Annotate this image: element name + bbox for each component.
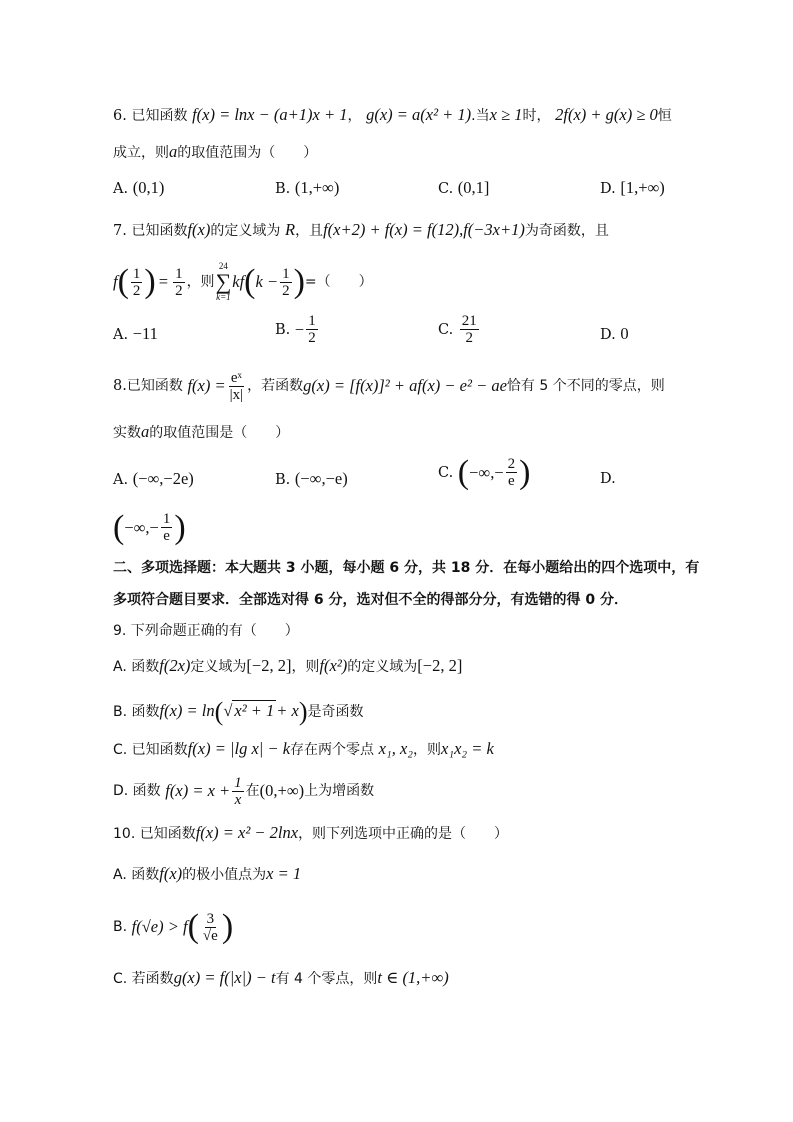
q8-g-definition: g(x) = [f(x)]² + af(x) − e² − ae (303, 376, 507, 395)
q7-number: 7. (113, 223, 132, 239)
text: ，则 (413, 742, 442, 758)
option-value: (−∞,−2e) (132, 469, 194, 488)
q7-equation1: f(x+2) + f(x) = f(12) (323, 220, 460, 239)
option-value: (1,+∞) (294, 178, 340, 197)
q7-fx: f(x) (187, 220, 211, 239)
q6-number: 6. (113, 108, 132, 124)
q7-text1: 已知函数 (131, 223, 188, 239)
q6-line1 (113, 104, 672, 127)
text: 定义域为 (190, 659, 247, 675)
text: 10. 已知函数 (113, 826, 196, 842)
numerator: 3 (206, 910, 215, 927)
math: g(x) = f(|x|) − t (173, 968, 276, 987)
q6-g-definition: g(x) = a(x² + 1) (366, 105, 472, 124)
numerator: 1 (162, 511, 171, 527)
option-value: −∞,− (124, 517, 159, 537)
q8-text2: ，若函数 (247, 378, 304, 394)
fraction (201, 911, 220, 944)
q6-text3: 时， (522, 108, 551, 124)
text: ，则 (291, 659, 320, 675)
math: + x (276, 701, 299, 720)
math: f(√e) > f (131, 917, 188, 936)
left-paren: ( (117, 263, 129, 300)
q7-option-c (438, 313, 481, 346)
left-paren: ( (187, 908, 199, 945)
left-paren: ( (244, 263, 256, 300)
text: C. 已知函数 (113, 742, 188, 758)
fraction (232, 775, 244, 808)
q9-stem: 9. 下列命题正确的有（ ） (113, 623, 299, 639)
q7-equation2: f(−3x+1) (463, 220, 525, 239)
option-value: −11 (132, 324, 158, 343)
q6-option-d (600, 177, 665, 200)
sigma-symbol: ∑ (215, 269, 232, 294)
math: x = 1 (266, 864, 302, 883)
numerator: 1 (132, 265, 141, 282)
q7-f: f (113, 272, 118, 291)
q8-fraction (228, 370, 246, 403)
math: t ∈ (1,+∞) (377, 968, 449, 987)
option-label: D. (600, 471, 616, 487)
denominator: |x| (229, 386, 244, 403)
q7-text4: 为奇函数，且 (524, 223, 609, 239)
denominator: 2 (175, 282, 183, 299)
denominator: 2 (308, 330, 316, 346)
math: f(x) (159, 864, 183, 883)
radicand: x² + 1 (234, 701, 275, 720)
q6-option-b (275, 177, 339, 200)
left-paren: ( (113, 508, 125, 546)
math: x₁, x₂ (378, 739, 414, 758)
q8-text1: 已知函数 (126, 378, 183, 394)
section2-line1: 二、多项选择题：本大题共 3 小题，每小题 6 分，共 18 分．在每小题给出的四个选项中，有 (113, 560, 700, 576)
left-paren: ( (457, 453, 470, 491)
q6-line2-tail: 的取值范围为（ ） (177, 145, 318, 161)
text: A. 函数 (113, 659, 160, 675)
q9-option-b (113, 697, 364, 727)
option-label: C. (438, 321, 454, 338)
text: 的定义域为 (347, 659, 418, 675)
denominator: √e (202, 927, 218, 944)
q7-text5: ，则 (186, 274, 215, 290)
q6-option-a (113, 177, 164, 200)
math: x₁x₂ = k (441, 739, 494, 758)
math: f(x) = x + (165, 781, 231, 800)
option-value: [1,+∞) (620, 178, 665, 197)
option-fraction (161, 511, 173, 544)
q9-option-c (113, 738, 494, 761)
q8-option-d (600, 468, 616, 490)
option-label: D. (600, 327, 616, 343)
option-value: (−∞,−e) (294, 469, 348, 488)
q7-text3: ，且 (295, 223, 324, 239)
denominator: x (234, 791, 242, 808)
q7-domain-r: R (284, 220, 296, 239)
q10-stem (113, 822, 508, 845)
q6-variable: a (169, 142, 178, 161)
sum-lower: k=1 (216, 292, 231, 302)
sum-arg: k − (255, 272, 279, 291)
text: B. 函数 (113, 704, 160, 720)
math: f(2x) (159, 656, 191, 675)
q7-line1 (113, 219, 609, 242)
option-label: B. (275, 472, 291, 488)
math: f(x) = |lg x| − k (187, 739, 291, 758)
option-fraction (506, 456, 518, 489)
text: C. 若函数 (113, 971, 174, 987)
q8-number: 8. (113, 378, 127, 394)
q9-option-a (113, 655, 462, 678)
q8-line2-tail: 的取值范围是（ ） (149, 425, 290, 441)
q6-line2 (113, 141, 317, 164)
section2-line2: 多项符合题目要求．全部选对得 6 分，选对但不全的得部分分，有选错的得 0 分． (113, 592, 628, 608)
option-fraction (306, 313, 318, 346)
math: [−2, 2] (246, 656, 292, 675)
fraction-half-3 (280, 266, 292, 299)
summation (216, 261, 232, 303)
sum-upper: 24 (218, 261, 228, 271)
denominator: e (163, 528, 170, 544)
option-fraction (460, 313, 479, 346)
option-label: A. (113, 472, 129, 488)
option-label: B. (275, 321, 291, 338)
option-label: C. (438, 464, 454, 481)
text: A. 函数 (113, 867, 160, 883)
q6-option-c (438, 177, 489, 200)
equals: = (158, 272, 169, 291)
q7-sep: , (459, 220, 464, 239)
numerator: eˣ (230, 369, 242, 386)
sum-body: kf (232, 272, 245, 291)
q8-option-d-value (113, 508, 186, 546)
q6-condition: x ≥ 1 (489, 105, 523, 124)
right-paren: ) (293, 263, 305, 300)
denominator: 2 (282, 282, 290, 299)
option-value: −∞,− (469, 462, 504, 482)
right-paren: ) (144, 263, 156, 300)
math: f(x) = ln (159, 701, 215, 720)
q7-line2 (113, 262, 373, 302)
text: B. (113, 919, 128, 935)
sqrt-symbol: √ (223, 701, 233, 720)
q8-variable: a (141, 422, 150, 441)
text: 的极小值点为 (182, 867, 267, 883)
right-paren: ) (298, 697, 308, 726)
q6-text1: 已知函数 (131, 108, 188, 124)
numerator: 1 (308, 313, 316, 329)
q8-text3: 恰有 5 个不同的零点，则 (506, 378, 665, 394)
numerator: 1 (234, 774, 242, 791)
option-label: D. (600, 181, 616, 197)
text: 存在两个零点 (290, 742, 375, 758)
option-value: (0,1] (457, 178, 490, 197)
q6-inequality: 2f(x) + g(x) ≥ 0 (555, 105, 658, 124)
option-value: (0,1) (132, 178, 165, 197)
q8-line2 (113, 421, 289, 444)
math: f(x) = x² − 2lnx (195, 823, 299, 842)
math: (0,+∞) (259, 781, 305, 800)
text: 上为增函数 (304, 783, 375, 799)
text: 有 4 个零点，则 (275, 971, 378, 987)
math: f(x²) (319, 656, 348, 675)
text: ，则下列选项中正确的是（ ） (298, 826, 509, 842)
q6-text2: .当 (471, 108, 490, 124)
q8-line2-text: 实数 (113, 425, 141, 441)
numerator: 1 (175, 265, 183, 282)
fraction-half (131, 266, 143, 299)
q7-option-d (600, 323, 629, 346)
fraction-half-2 (173, 266, 185, 299)
option-value: − (294, 319, 305, 339)
text: D. 函数 (113, 783, 161, 799)
numerator: 1 (282, 265, 290, 282)
q8-option-b (275, 468, 348, 491)
q6-sep: ， (347, 108, 362, 124)
right-paren: ) (174, 508, 186, 546)
option-label: A. (113, 327, 129, 343)
numerator: 2 (507, 456, 516, 472)
q7-text2: 的定义域为 (210, 223, 281, 239)
text: 在 (245, 783, 260, 799)
text: 是奇函数 (307, 704, 364, 720)
q6-line2-text: 成立，则 (113, 145, 169, 161)
denominator: 2 (465, 330, 474, 346)
q8-f-lhs: f(x) = (187, 376, 226, 395)
q6-text4: 恒 (657, 108, 672, 124)
q8-option-a (113, 468, 194, 491)
q10-option-a (113, 863, 301, 886)
q9-option-d (113, 771, 374, 811)
q8-line1 (113, 366, 665, 406)
q10-option-b (113, 905, 233, 949)
option-value: 0 (620, 324, 629, 343)
option-label: C. (438, 181, 454, 197)
math: [−2, 2] (417, 656, 463, 675)
left-paren: ( (214, 697, 224, 726)
option-label: B. (275, 181, 291, 197)
q6-f-definition: f(x) = lnx − (a+1)x + 1 (192, 105, 348, 124)
q7-option-a (113, 323, 158, 346)
numerator: 21 (461, 313, 477, 329)
q7-end: =（ ） (304, 274, 373, 290)
denominator: e (508, 473, 515, 489)
option-label: A. (113, 181, 129, 197)
q10-option-c (113, 967, 449, 990)
q7-option-b (275, 313, 320, 346)
denominator: 2 (132, 282, 141, 299)
right-paren: ) (519, 453, 531, 491)
q8-option-c (438, 453, 531, 491)
right-paren: ) (221, 908, 234, 945)
